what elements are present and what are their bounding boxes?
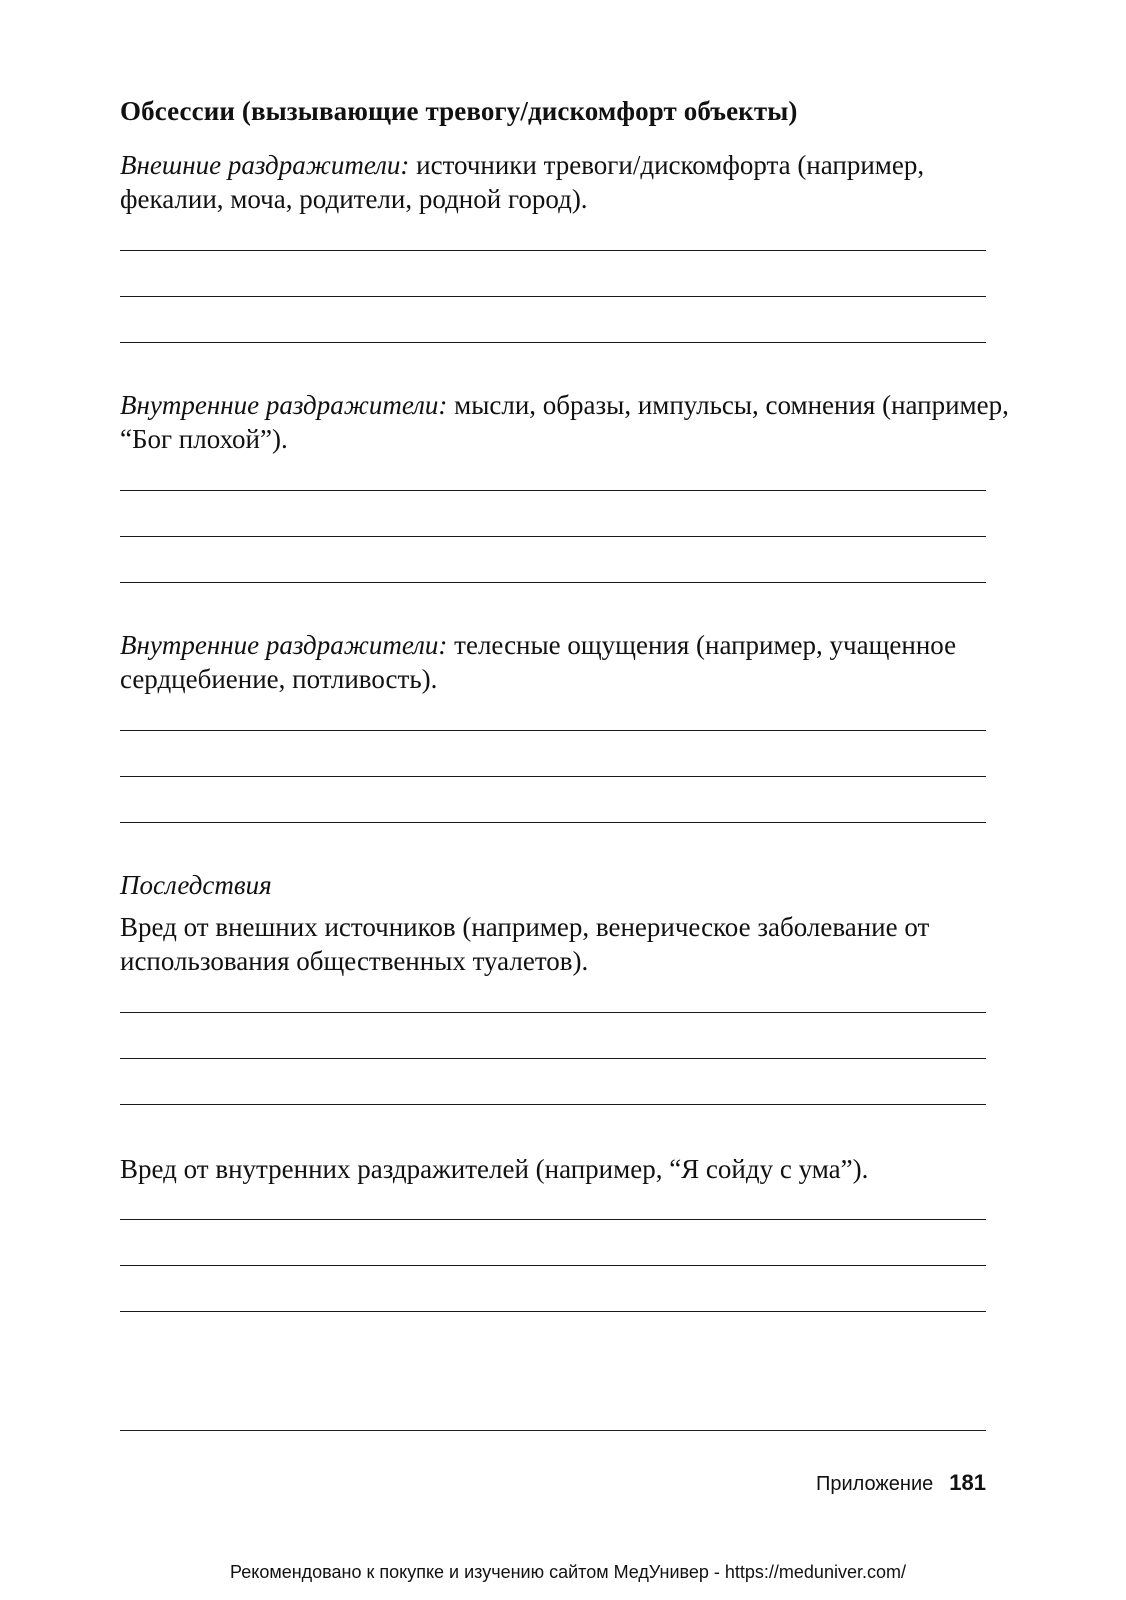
section-external-stimuli-text bbox=[120, 148, 1020, 216]
watermark-text: Рекомендовано к покупке и изучению сайтом МедУнивер - https://meduniver.com/ bbox=[230, 1562, 906, 1582]
consequences-heading bbox=[120, 868, 1020, 902]
answer-line[interactable] bbox=[120, 776, 986, 777]
answer-line[interactable] bbox=[120, 490, 986, 491]
page-number: 181 bbox=[949, 1470, 986, 1495]
answer-line[interactable] bbox=[120, 730, 986, 731]
page-title: Обсессии (вызывающие тревогу/дискомфорт объекты) bbox=[120, 96, 798, 126]
answer-line[interactable] bbox=[120, 296, 986, 297]
answer-line[interactable] bbox=[120, 582, 986, 583]
answer-line[interactable] bbox=[120, 1012, 986, 1013]
section-label: Внутренние раздражители: bbox=[120, 630, 448, 660]
footer-section-name: Приложение bbox=[815, 1473, 934, 1495]
answer-line[interactable] bbox=[120, 1104, 986, 1105]
answer-line[interactable] bbox=[120, 822, 986, 823]
section-label: Внутренние раздражители: bbox=[120, 390, 448, 420]
section-description: источники тревоги/дискомфорта (например, фекалии, моча, родители, родной город). bbox=[120, 150, 925, 214]
section-internal-sensations-text bbox=[120, 628, 1020, 696]
section-description: мысли, образы, импульсы, сомнения (например, “Бог плохой”). bbox=[120, 390, 1009, 454]
answer-line[interactable] bbox=[120, 1265, 986, 1266]
footer-divider bbox=[120, 1430, 986, 1431]
page-footer bbox=[816, 1470, 986, 1496]
section-heading: Последствия bbox=[120, 870, 272, 900]
section-external-harm-text: Вред от внешних источников (например, венерическое заболевание от использования общественных туалетов). bbox=[120, 912, 930, 976]
section-label: Внешние раздражители: bbox=[120, 150, 410, 180]
answer-line[interactable] bbox=[120, 1219, 986, 1220]
section-description: телесные ощущения (например, учащенное сердцебиение, потливость). bbox=[120, 630, 957, 694]
section-internal-thoughts-text bbox=[120, 388, 1020, 456]
section-internal-harm-text: Вред от внутренних раздражителей (например, “Я сойду с ума”). bbox=[120, 1154, 869, 1184]
answer-line[interactable] bbox=[120, 342, 986, 343]
answer-line[interactable] bbox=[120, 1311, 986, 1312]
answer-line[interactable] bbox=[120, 250, 986, 251]
answer-line[interactable] bbox=[120, 1058, 986, 1059]
answer-line[interactable] bbox=[120, 536, 986, 537]
